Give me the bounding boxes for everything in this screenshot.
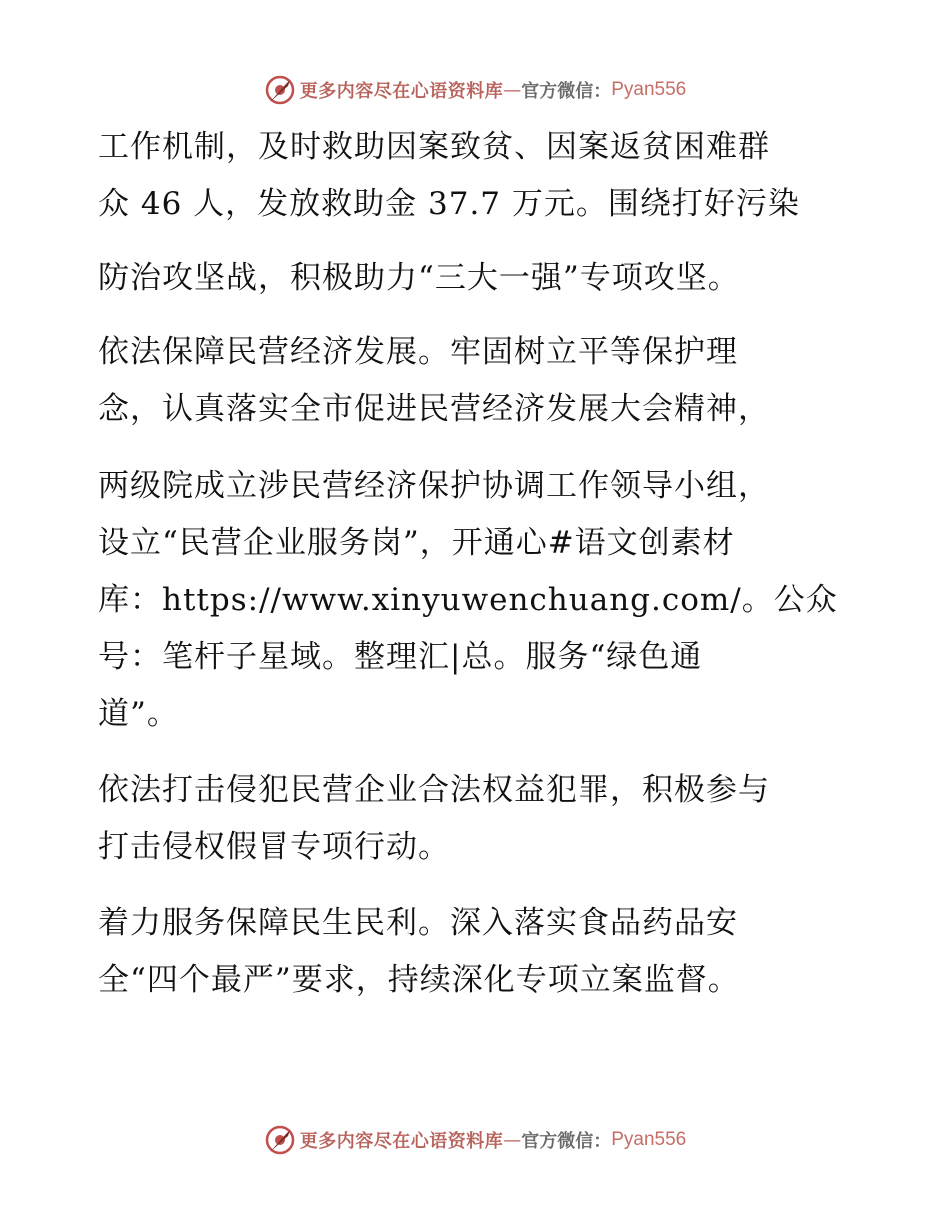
text-line: 设立“民营企业服务岗”，开通心#语文创素材 — [98, 525, 735, 561]
text-line: 库：https://www.xinyuwenchuang.com/。公众 — [98, 582, 838, 618]
logo-icon — [264, 1124, 296, 1156]
banner-dash: — — [503, 79, 522, 101]
text-line: 依法打击侵犯民营企业合法权益犯罪，积极参与 — [98, 772, 770, 808]
banner-main-text: 更多内容尽在心语资料库 — [299, 1131, 504, 1152]
banner-label: 官方微信： — [521, 1131, 612, 1152]
banner-dash: — — [503, 1129, 522, 1151]
text-line: 念，认真落实全市促进民营经济发展大会精神， — [98, 391, 770, 427]
banner-wechat-id: Pyan556 — [611, 79, 687, 100]
text-line: 工作机制，及时救助因案致贫、因案返贫困难群 — [98, 129, 770, 165]
banner-label: 官方微信： — [521, 81, 612, 102]
text-line: 防治攻坚战，积极助力“三大一强”专项攻坚。 — [98, 260, 740, 296]
banner-wechat-id: Pyan556 — [611, 1129, 687, 1150]
text-line: 着力服务保障民生民利。深入落实食品药品安 — [98, 905, 738, 941]
banner-main-text: 更多内容尽在心语资料库 — [299, 81, 504, 102]
text-line: 号：笔杆子星域。整理汇|总。服务“绿色通 — [98, 639, 703, 675]
text-line: 两级院成立涉民营经济保护协调工作领导小组， — [98, 468, 770, 504]
text-line: 道”。 — [98, 696, 179, 732]
text-line: 众 46 人，发放救助金 37.7 万元。围绕打好污染 — [98, 186, 800, 222]
text-line: 打击侵权假冒专项行动。 — [98, 829, 450, 865]
footer-banner — [0, 1120, 950, 1160]
text-line: 全“四个最严”要求，持续深化专项立案监督。 — [98, 962, 740, 998]
text-line: 依法保障民营经济发展。牢固树立平等保护理 — [98, 334, 738, 370]
